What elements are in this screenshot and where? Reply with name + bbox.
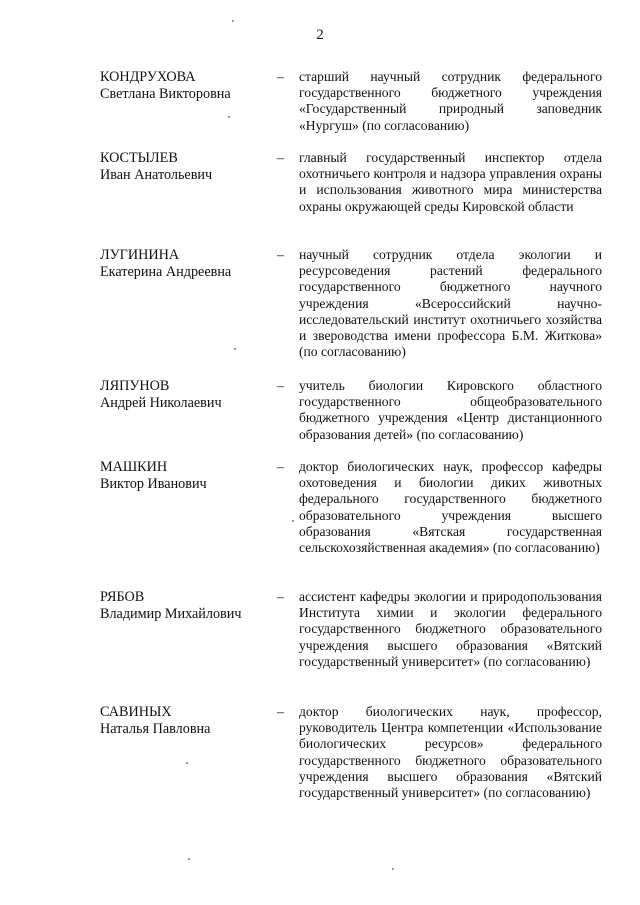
scan-speck bbox=[228, 116, 230, 118]
member-given-names: Андрей Николаевич bbox=[100, 395, 222, 411]
member-name bbox=[100, 247, 275, 281]
member-surname: МАШКИН bbox=[100, 459, 168, 475]
dash-separator: – bbox=[277, 590, 284, 605]
dash-separator: – bbox=[277, 248, 284, 263]
scan-speck bbox=[234, 348, 236, 350]
member-name bbox=[100, 459, 275, 493]
member-surname: ЛУГИНИНА bbox=[100, 247, 180, 263]
member-position: научный сотрудник отдела экологии и ресурсоведения растений федерального государственного бюджетного научного учреждения «Всероссийский научно-исследовательский институт охотничьего хозяйства и звероводства имени профессора Б.М. Житкова» (по согласованию) bbox=[299, 247, 602, 360]
dash-separator: – bbox=[277, 705, 284, 720]
member-surname: САВИНЫХ bbox=[100, 704, 172, 720]
member-given-names: Иван Анатольевич bbox=[100, 167, 213, 183]
member-name bbox=[100, 589, 275, 623]
member-given-names: Виктор Иванович bbox=[100, 476, 207, 492]
member-position: ассистент кафедры экологии и природопользования Института химии и экологии федерального государственного бюджетного образовательного учреждения высшего образования «Вятский государственный университет» (по согласованию) bbox=[299, 589, 602, 669]
member-position: доктор биологических наук, профессор кафедры охотоведения и биологии диких животных федерального государственного бюджетного образовательного учреждения высшего образования «Вятская государственная сельскохозяйственная академия» (по согласованию) bbox=[299, 459, 602, 556]
member-given-names: Владимир Михайлович bbox=[100, 606, 242, 622]
member-given-names: Наталья Павловна bbox=[100, 721, 211, 737]
scan-speck bbox=[186, 762, 188, 764]
page-number: 2 bbox=[316, 27, 324, 43]
member-position: главный государственный инспектор отдела охотничьего контроля и надзора управления охраны и использования животного мира министерства охраны окружающей среды Кировской области bbox=[299, 150, 602, 214]
member-name bbox=[100, 69, 275, 103]
member-given-names: Екатерина Андреевна bbox=[100, 264, 232, 280]
member-name bbox=[100, 378, 275, 412]
member-position: доктор биологических наук, профессор, руководитель Центра компетенции «Использование биологических ресурсов» федерального государственного бюджетного образовательного учреждения высшего образования «Вятский государственный университет» (по согласованию) bbox=[299, 704, 602, 801]
dash-separator: – bbox=[277, 379, 284, 394]
member-position: учитель биологии Кировского областного государственного общеобразовательного бюджетного учреждения «Центр дистанционного образования детей» (по согласованию) bbox=[299, 378, 602, 442]
scan-speck bbox=[392, 868, 394, 870]
dash-separator: – bbox=[277, 151, 284, 166]
member-name bbox=[100, 704, 275, 738]
member-given-names: Светлана Викторовна bbox=[100, 86, 231, 102]
scan-speck bbox=[292, 520, 294, 522]
member-name bbox=[100, 150, 275, 184]
member-surname: РЯБОВ bbox=[100, 589, 145, 605]
member-surname: КОНДРУХОВА bbox=[100, 69, 196, 85]
dash-separator: – bbox=[277, 460, 284, 475]
scan-speck bbox=[232, 20, 234, 22]
dash-separator: – bbox=[277, 70, 284, 85]
member-position: старший научный сотрудник федерального государственного бюджетного учреждения «Государственный природный заповедник «Нургуш» (по согласованию) bbox=[299, 69, 602, 133]
member-surname: КОСТЫЛЕВ bbox=[100, 150, 178, 166]
member-surname: ЛЯПУНОВ bbox=[100, 378, 170, 394]
scan-speck bbox=[188, 858, 190, 860]
